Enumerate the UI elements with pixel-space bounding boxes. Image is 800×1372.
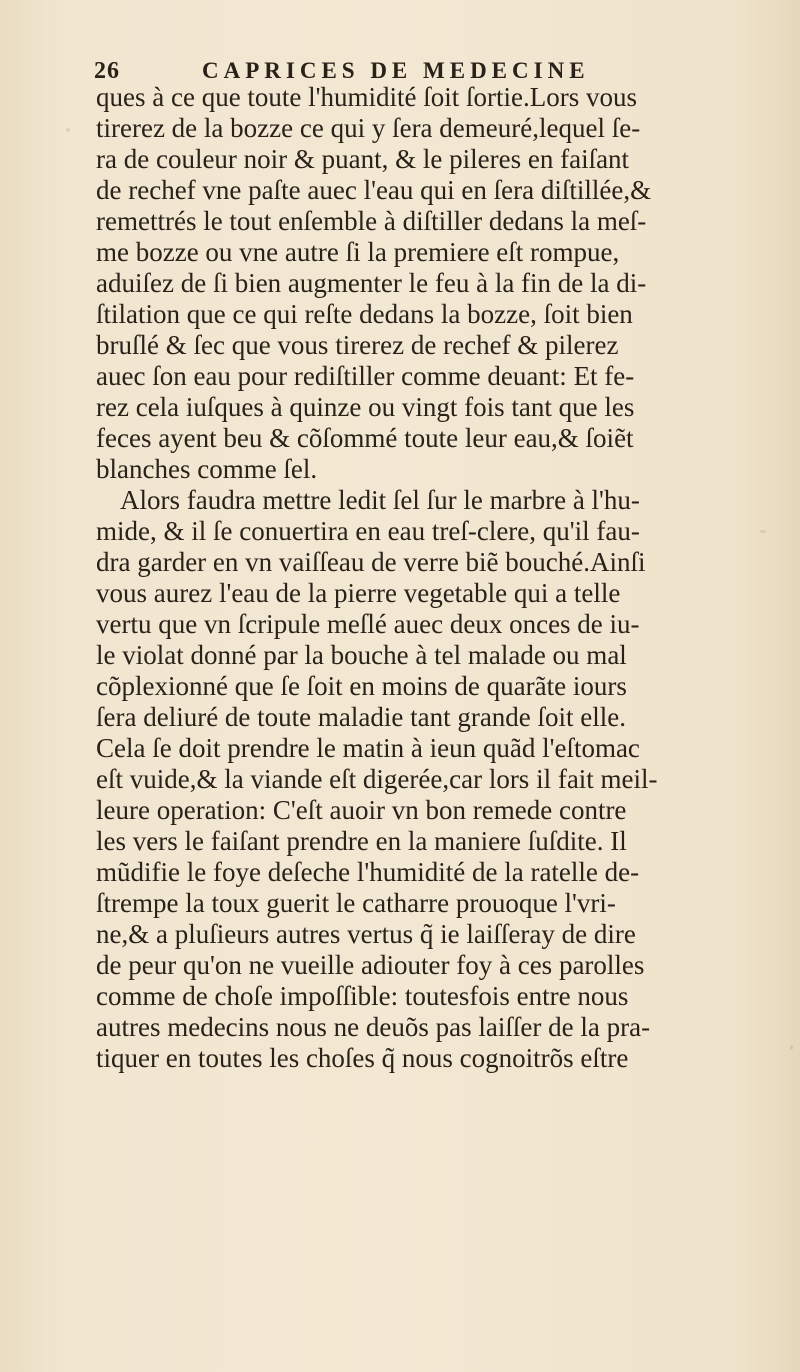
text-line: ques à ce que toute l'humidité ſoit ſortie.Lors vous bbox=[96, 82, 638, 112]
text-line: ne,& a pluſieurs autres vertus q̃ ie laiſſeray de dire bbox=[96, 919, 636, 949]
text-line: autres medecins nous ne deuõs pas laiſſer de la pra- bbox=[96, 1012, 651, 1042]
text-line: bruſlé & ſec que vous tirerez de rechef & pilerez bbox=[96, 330, 619, 360]
page-number: 26 bbox=[94, 58, 120, 84]
text-line: les vers le faiſant prendre en la maniere ſuſdite. Il bbox=[96, 826, 627, 856]
ink-speck bbox=[66, 128, 70, 132]
text-line: Cela ſe doit prendre le matin à ieun quãd l'eſtomac bbox=[96, 733, 640, 763]
text-line: comme de choſe impoſſible: toutesfois entre nous bbox=[96, 981, 629, 1011]
body-text bbox=[96, 82, 716, 1074]
text-line: tirerez de la bozze ce qui y ſera demeuré,lequel ſe- bbox=[96, 113, 641, 143]
text-line: eſt vuide,& la viande eſt digerée,car lors il fait meil- bbox=[96, 764, 658, 794]
text-line: de rechef vne paſte auec l'eau qui en ſera diſtillée,& bbox=[96, 175, 652, 205]
text-line: blanches comme ſel. bbox=[96, 454, 318, 484]
text-line: feces ayent beu & cõſommé toute leur eau,& ſoiẽt bbox=[96, 423, 634, 453]
text-line: cõplexionné que ſe ſoit en moins de quarãte iours bbox=[96, 671, 627, 701]
text-line: le violat donné par la bouche à tel malade ou mal bbox=[96, 640, 627, 670]
text-line: ſtilation que ce qui reſte dedans la bozze, ſoit bien bbox=[96, 299, 633, 329]
text-line: leure operation: C'eſt auoir vn bon remede contre bbox=[96, 795, 627, 825]
text-line: de peur qu'on ne vueille adiouter foy à ces parolles bbox=[96, 950, 645, 980]
text-line: Alors faudra mettre ledit ſel ſur le marbre à l'hu- bbox=[120, 485, 640, 515]
text-line: ſtrempe la toux guerit le catharre prouoque l'vri- bbox=[96, 888, 616, 918]
text-line: auec ſon eau pour rediſtiller comme deuant: Et fe- bbox=[96, 361, 635, 391]
text-line: ſera deliuré de toute maladie tant grande ſoit elle. bbox=[96, 702, 627, 732]
text-line: rez cela iuſques à quinze ou vingt fois tant que les bbox=[96, 392, 635, 422]
text-line: dra garder en vn vaiſſeau de verre biẽ bouché.Ainſi bbox=[96, 547, 646, 577]
ink-speck bbox=[760, 530, 766, 533]
ink-speck bbox=[790, 1045, 793, 1050]
text-line: tiquer en toutes les choſes q̃ nous cognoitrõs eſtre bbox=[96, 1043, 629, 1073]
text-line: mide, & il ſe conuertira en eau treſ-clere, qu'il fau- bbox=[96, 516, 640, 546]
running-head: CAPRICES DE MEDECINE bbox=[202, 58, 590, 83]
text-line: vertu que vn ſcripule meſlé auec deux onces de iu- bbox=[96, 609, 640, 639]
text-line: remettrés le tout enſemble à diſtiller dedans la meſ- bbox=[96, 206, 647, 236]
text-line: aduiſez de ſi bien augmenter le feu à la fin de la di- bbox=[96, 268, 647, 298]
text-line: mũdifie le foye deſeche l'humidité de la ratelle de- bbox=[96, 857, 640, 887]
text-line: me bozze ou vne autre ſi la premiere eſt rompue, bbox=[96, 237, 620, 267]
text-line: ra de couleur noir & puant, & le pileres en faiſant bbox=[96, 144, 630, 174]
text-line: vous aurez l'eau de la pierre vegetable qui a telle bbox=[96, 578, 621, 608]
